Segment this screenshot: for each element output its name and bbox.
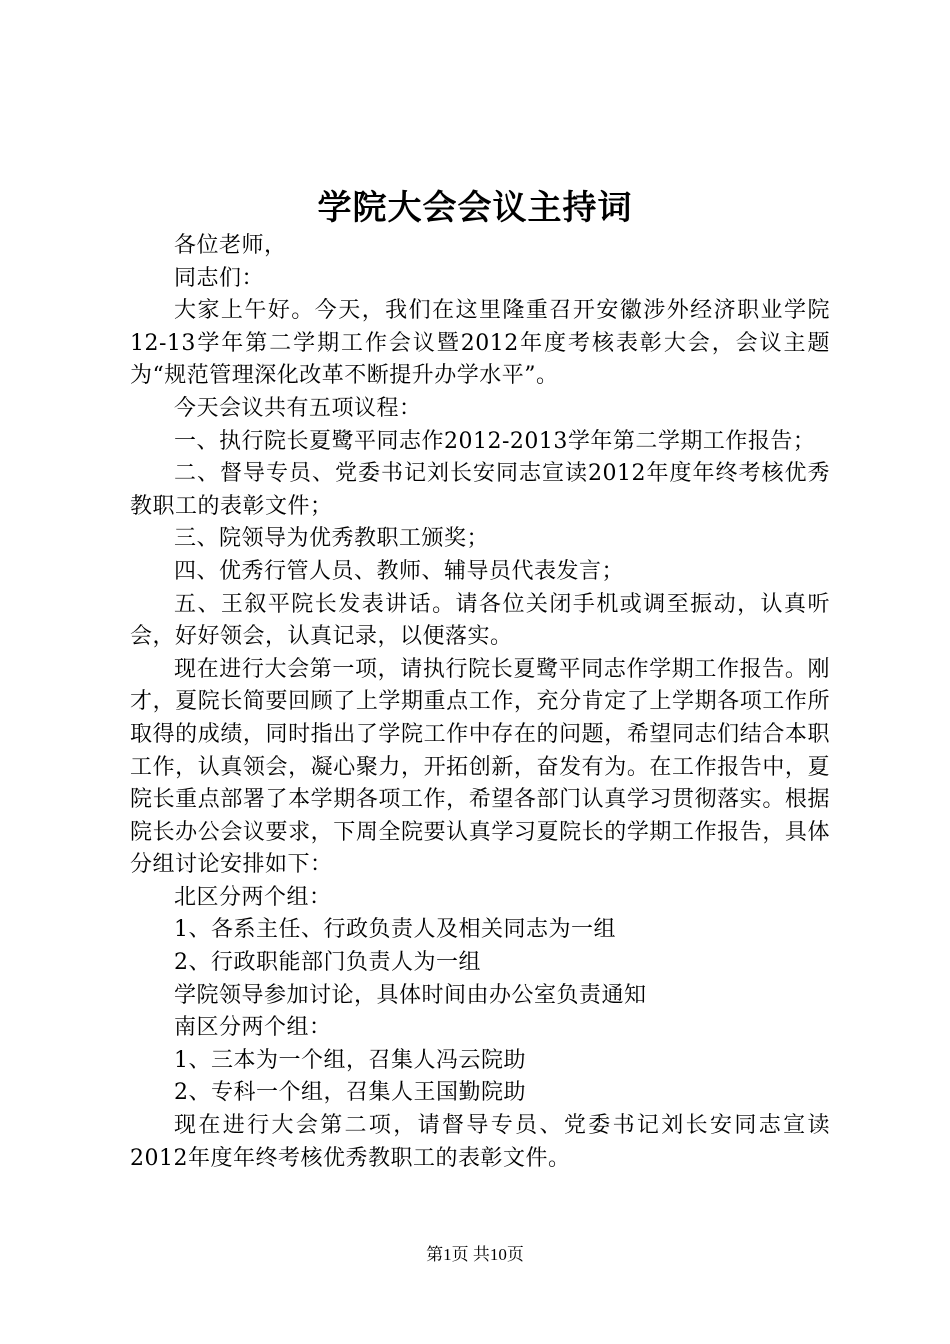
paragraph: 各位老师， bbox=[174, 233, 287, 258]
agenda-item: 五、王叙平院长发表讲话。请各位关闭手机或调至振动，认真听会，好好领会，认真记录，以便落实。 bbox=[130, 591, 830, 650]
paragraph: 学院领导参加讨论，具体时间由办公室负责通知 bbox=[174, 982, 647, 1008]
paragraph: 同志们： bbox=[174, 265, 265, 291]
paragraph: 大家上午好。今天，我们在这里隆重召开安徽涉外经济职业学院12-13学年第二学期工作会议暨2012年度考核表彰大会，会议主题为“规范管理深化改革不断提升办学水平”。 bbox=[130, 298, 830, 389]
list-item: 2、专科一个组，召集人王国勤院助 bbox=[174, 1080, 526, 1106]
page-number-footer: 第1页 共10页 bbox=[426, 1245, 524, 1264]
document-body bbox=[130, 230, 830, 1175]
paragraph: 北区分两个组： bbox=[174, 884, 332, 910]
document-title: 学院大会会议主持词 bbox=[317, 188, 633, 228]
agenda-item: 三、院领导为优秀教职工颁奖； bbox=[174, 526, 490, 552]
list-item: 1、各系主任、行政负责人及相关同志为一组 bbox=[174, 917, 616, 943]
paragraph: 现在进行大会第一项，请执行院长夏鹭平同志作学期工作报告。刚才，夏院长简要回顾了上学期重点工作，充分肯定了上学期各项工作所取得的成绩，同时指出了学院工作中存在的问题，希望同志们结合本职工作，认真领会，凝心聚力，开拓创新，奋发有为。在工作报告中，夏院长重点部署了本学期各项工作，希望各部门认真学习贯彻落实。根据院长办公会议要求，下周全院要认真学习夏院长的学期工作报告，具体分组讨论安排如下： bbox=[130, 656, 830, 878]
list-item: 2、行政职能部门负责人为一组 bbox=[174, 950, 481, 976]
list-item: 1、三本为一个组，召集人冯云院助 bbox=[174, 1047, 526, 1073]
agenda-item: 四、优秀行管人员、教师、辅导员代表发言； bbox=[174, 558, 625, 584]
agenda-item: 一、执行院长夏鹭平同志作2012-2013学年第二学期工作报告； bbox=[174, 428, 816, 454]
paragraph: 南区分两个组： bbox=[174, 1015, 332, 1041]
agenda-item: 二、督导专员、党委书记刘长安同志宣读2012年度年终考核优秀教职工的表彰文件； bbox=[130, 461, 830, 519]
paragraph: 现在进行大会第二项，请督导专员、党委书记刘长安同志宣读2012年度年终考核优秀教职工的表彰文件。 bbox=[130, 1113, 830, 1171]
paragraph: 今天会议共有五项议程： bbox=[174, 395, 422, 421]
